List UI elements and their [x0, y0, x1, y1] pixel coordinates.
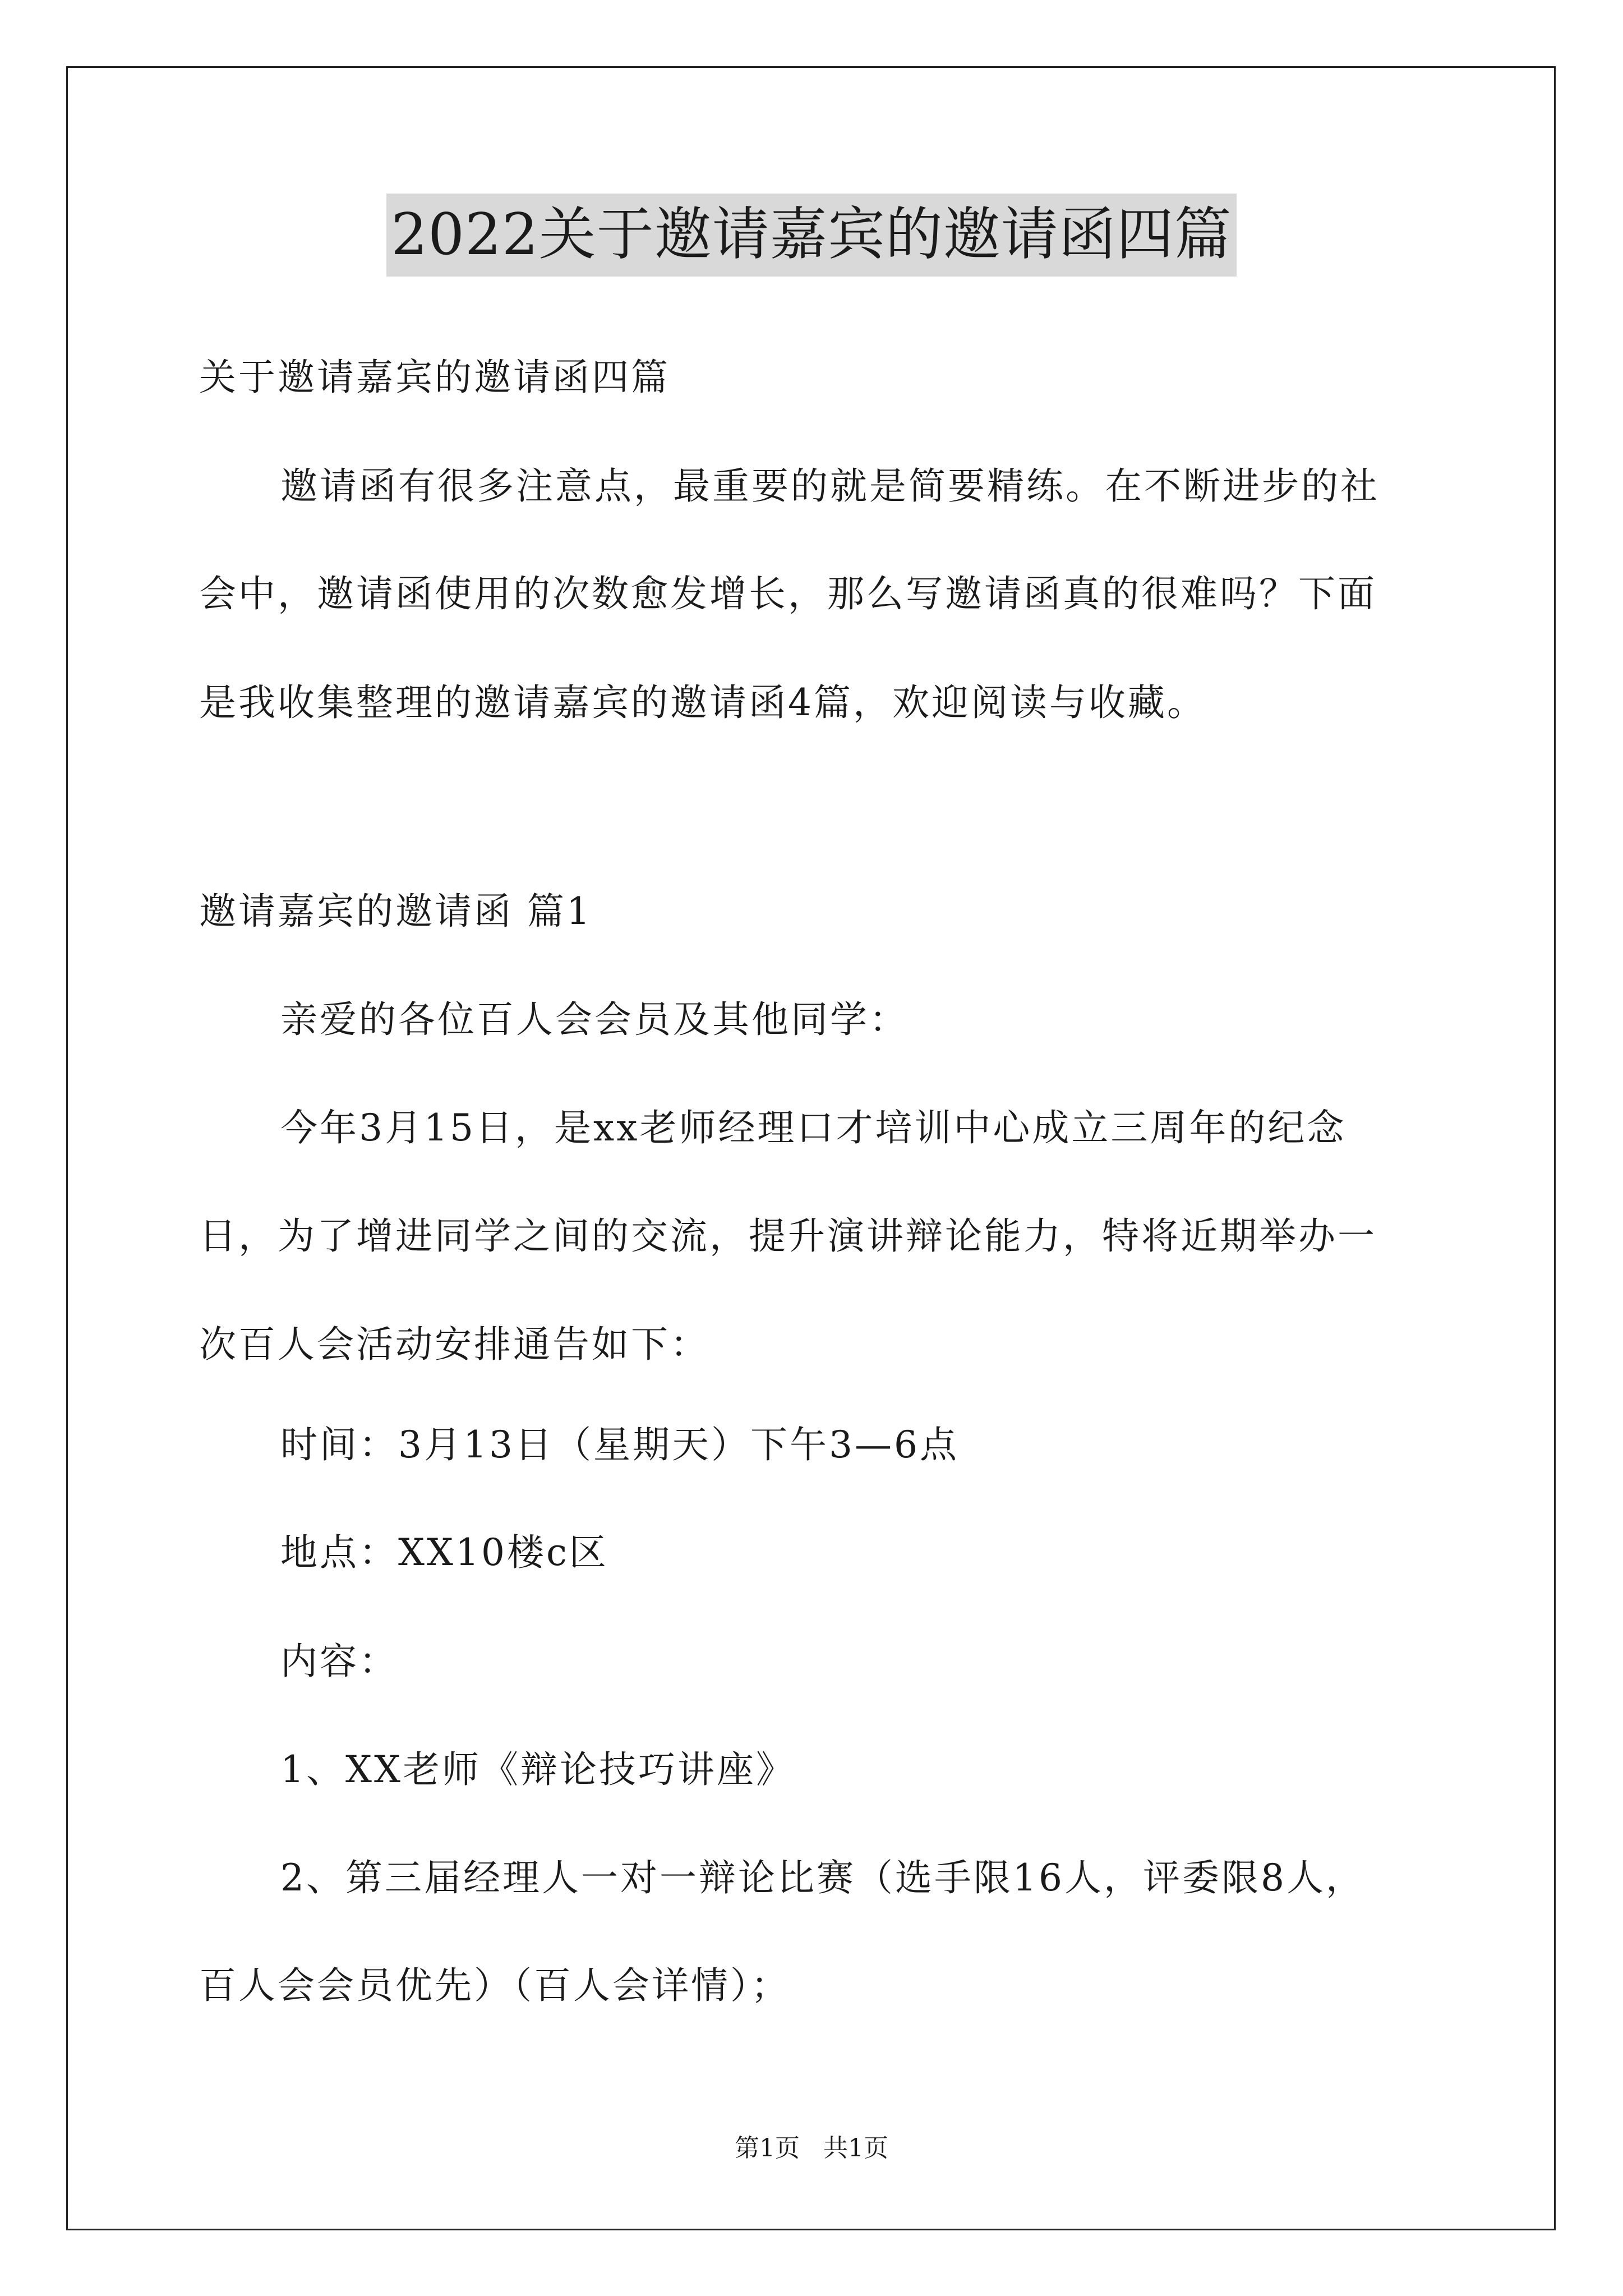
content-label: 内容：	[280, 1640, 398, 1683]
title-wrap	[0, 194, 1623, 277]
intro-line-1: 邀请函有很多注意点，最重要的就是简要精练。在不断进步的社	[280, 464, 1380, 508]
section-heading: 邀请嘉宾的邀请函 篇1	[199, 890, 592, 933]
item-line-1: 1、XX老师《辩论技巧讲座》	[280, 1748, 795, 1791]
body-line-1: 今年3月15日，是xx老师经理口才培训中心成立三周年的纪念	[280, 1106, 1347, 1149]
page-footer: 第1页 共1页	[735, 2134, 888, 2162]
body-line-2: 日，为了增进同学之间的交流，提升演讲辩论能力，特将近期举办一	[199, 1214, 1377, 1258]
place-line: 地点：XX10楼c区	[280, 1531, 608, 1574]
document-subtitle: 关于邀请嘉宾的邀请函四篇	[199, 356, 670, 399]
document-title: 2022关于邀请嘉宾的邀请函四篇	[386, 194, 1237, 277]
body-line-3: 次百人会活动安排通告如下：	[199, 1323, 709, 1366]
time-line: 时间：3月13日（星期天）下午3—6点	[280, 1423, 959, 1466]
item-line-3: 百人会会员优先）（百人会详情）；	[199, 1964, 790, 2007]
intro-line-3: 是我收集整理的邀请嘉宾的邀请函4篇，欢迎阅读与收藏。	[199, 681, 1206, 724]
greeting-line: 亲爱的各位百人会会员及其他同学：	[280, 998, 909, 1041]
item-line-2: 2、第三届经理人一对一辩论比赛（选手限16人，评委限8人，	[280, 1856, 1365, 1899]
intro-line-2: 会中，邀请函使用的次数愈发增长，那么写邀请函真的很难吗？下面	[199, 572, 1377, 615]
